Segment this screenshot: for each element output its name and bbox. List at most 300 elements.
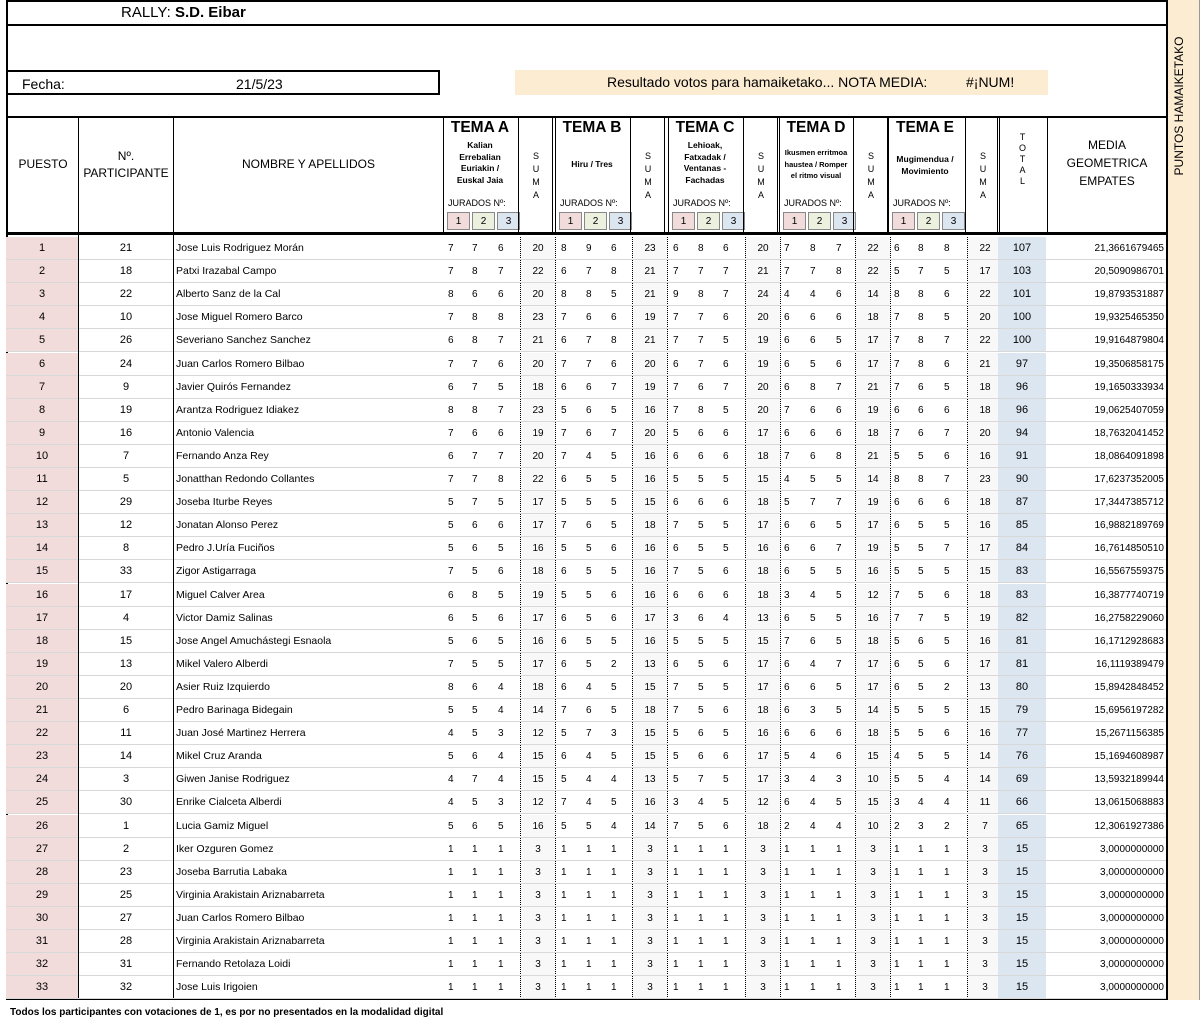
score-cell: 5 — [723, 635, 729, 647]
jurado-3-cell: 3 — [609, 212, 632, 230]
score-cell: 5 — [448, 820, 454, 832]
score-cell: 5 — [918, 658, 924, 670]
score-cell: 6 — [723, 427, 729, 439]
participante-cell: 5 — [122, 473, 130, 485]
score-cell: 5 — [894, 566, 900, 578]
score-cell: 6 — [561, 658, 567, 670]
score-cell: 5 — [784, 497, 790, 509]
score-cell: 7 — [448, 566, 454, 578]
total-cell: 15 — [998, 930, 1046, 953]
tema-divider — [555, 116, 556, 235]
score-cell: 2 — [944, 681, 950, 693]
score-cell: 5 — [894, 728, 900, 740]
suma-header — [530, 150, 542, 202]
score-cell: 1 — [810, 843, 816, 855]
nombre-cell: Jose Miguel Romero Barco — [176, 311, 303, 324]
score-cell: 1 — [944, 959, 950, 971]
suma-cell: 3 — [745, 884, 781, 907]
score-cell: 8 — [810, 381, 816, 393]
score-cell: 6 — [784, 658, 790, 670]
score-cell: 7 — [448, 358, 454, 370]
jurado-1-cell: 1 — [559, 212, 582, 230]
score-cell: 1 — [673, 936, 679, 947]
total-cell: 91 — [998, 445, 1046, 468]
col-np: Nº. — [117, 149, 135, 163]
score-cell: 5 — [810, 566, 816, 578]
row-separator — [6, 998, 1166, 999]
score-cell: 1 — [498, 912, 504, 924]
score-cell: 3 — [498, 797, 504, 809]
score-cell: 1 — [836, 912, 842, 924]
suma-cell: 3 — [855, 838, 891, 861]
nombre-cell: Pedro J.Uría Fuciños — [176, 542, 275, 555]
col-media-3: EMPATES — [1079, 174, 1135, 188]
suma-letter: A — [644, 190, 651, 200]
score-cell: 1 — [611, 959, 617, 971]
suma-cell: 14 — [632, 815, 668, 838]
score-cell: 6 — [586, 427, 592, 439]
score-cell: 5 — [723, 474, 729, 485]
score-cell: 5 — [894, 774, 900, 786]
score-cell: 5 — [472, 728, 478, 740]
score-cell: 1 — [918, 982, 924, 994]
score-cell: 6 — [611, 612, 617, 624]
table-row — [6, 953, 1166, 976]
result-text: Resultado votos para hamaiketako... NOTA MEDIA: — [607, 74, 928, 90]
score-cell: 7 — [673, 566, 679, 578]
media-cell: 15,6956197282 — [1094, 705, 1164, 716]
suma-cell: 11 — [967, 791, 1003, 814]
score-cell: 5 — [918, 751, 924, 763]
puesto-cell: 12 — [6, 491, 78, 514]
puesto-cell: 4 — [6, 306, 78, 329]
puesto-cell: 1 — [6, 237, 78, 260]
nombre-cell: Alberto Sanz de la Cal — [176, 288, 281, 301]
score-cell: 6 — [784, 797, 790, 809]
score-cell: 6 — [472, 820, 478, 832]
score-cell: 5 — [561, 543, 567, 555]
score-cell: 6 — [561, 566, 567, 578]
score-cell: 7 — [472, 450, 478, 462]
score-cell: 1 — [944, 866, 950, 878]
score-cell: 6 — [944, 289, 950, 301]
tema-title: TEMA A — [450, 119, 510, 136]
score-cell: 5 — [894, 635, 900, 647]
suma-cell: 14 — [967, 745, 1003, 768]
score-cell: 5 — [611, 289, 617, 301]
score-cell: 1 — [448, 866, 454, 878]
participante-cell: 19 — [119, 403, 133, 416]
score-cell: 5 — [448, 520, 454, 532]
score-cell: 5 — [894, 450, 900, 462]
suma-cell: 17 — [520, 514, 556, 537]
score-cell: 6 — [586, 312, 592, 324]
score-cell: 9 — [673, 289, 679, 301]
score-cell: 7 — [894, 612, 900, 624]
total-cell: 87 — [998, 491, 1046, 514]
score-cell: 6 — [561, 681, 567, 693]
nombre-cell: Fernando Retolaza Loidi — [176, 958, 291, 971]
table-row — [6, 607, 1166, 630]
table-row — [6, 930, 1166, 953]
nombre-cell: Juan Carlos Romero Bilbao — [176, 911, 305, 924]
score-cell: 1 — [561, 982, 567, 994]
nombre-cell: Mikel Valero Alberdi — [176, 657, 269, 670]
score-cell: 5 — [673, 474, 679, 485]
score-cell: 7 — [836, 381, 842, 393]
suma-cell: 23 — [632, 237, 668, 260]
score-cell: 6 — [836, 404, 842, 416]
score-cell: 1 — [561, 912, 567, 924]
tema-divider — [518, 116, 519, 235]
score-cell: 6 — [472, 543, 478, 555]
score-cell: 5 — [836, 589, 842, 601]
score-cell: 7 — [561, 358, 567, 370]
score-cell: 7 — [836, 543, 842, 555]
tema-divider — [965, 116, 966, 235]
score-cell: 1 — [586, 889, 592, 901]
score-cell: 5 — [836, 612, 842, 624]
score-cell: 7 — [448, 427, 454, 439]
total-cell: 81 — [998, 653, 1046, 676]
tema-subtitle: Kalian — [467, 140, 493, 150]
score-cell: 1 — [944, 912, 950, 924]
score-cell: 5 — [810, 474, 816, 485]
suma-cell: 15 — [967, 699, 1003, 722]
total-cell: 90 — [998, 468, 1046, 491]
score-cell: 1 — [472, 959, 478, 971]
suma-cell: 19 — [632, 376, 668, 399]
score-cell: 8 — [448, 289, 454, 301]
nombre-cell: Antonio Valencia — [176, 426, 255, 439]
table-row — [6, 584, 1166, 607]
score-cell: 1 — [810, 959, 816, 971]
score-cell: 7 — [894, 358, 900, 370]
media-cell: 3,0000000000 — [1100, 866, 1164, 878]
score-cell: 6 — [784, 312, 790, 324]
suma-cell: 3 — [855, 930, 891, 953]
suma-cell: 3 — [967, 907, 1003, 930]
media-cell: 3,0000000000 — [1100, 982, 1164, 994]
tema-divider — [630, 116, 631, 235]
jurado-3-cell: 3 — [942, 212, 965, 230]
score-cell: 5 — [723, 797, 729, 809]
score-cell: 1 — [784, 982, 790, 994]
score-cell: 7 — [673, 266, 679, 278]
suma-cell: 15 — [520, 745, 556, 768]
score-cell: 6 — [894, 658, 900, 670]
score-cell: 1 — [698, 936, 704, 947]
suma-cell: 16 — [967, 514, 1003, 537]
score-cell: 1 — [894, 982, 900, 994]
suma-cell: 23 — [967, 468, 1003, 491]
score-cell: 6 — [894, 497, 900, 509]
suma-letter: A — [757, 190, 764, 200]
score-cell: 5 — [698, 658, 704, 670]
suma-cell: 18 — [855, 422, 891, 445]
suma-cell: 16 — [967, 722, 1003, 745]
score-cell: 7 — [448, 312, 454, 324]
score-cell: 6 — [673, 543, 679, 555]
score-cell: 5 — [944, 266, 950, 278]
suma-cell: 22 — [967, 329, 1003, 352]
media-cell: 16,5567559375 — [1094, 566, 1164, 578]
col-participante: PARTICIPANTE — [83, 166, 169, 180]
score-cell: 7 — [784, 404, 790, 416]
suma-cell: 3 — [632, 838, 668, 861]
total-letter: A — [1019, 165, 1026, 175]
suma-cell: 18 — [520, 376, 556, 399]
score-cell: 6 — [810, 427, 816, 439]
score-cell: 5 — [894, 266, 900, 278]
score-cell: 6 — [784, 566, 790, 578]
score-cell: 7 — [894, 427, 900, 439]
score-cell: 1 — [810, 912, 816, 924]
suma-cell: 13 — [967, 676, 1003, 699]
suma-cell: 14 — [967, 768, 1003, 791]
score-cell: 7 — [784, 635, 790, 647]
score-cell: 7 — [723, 289, 729, 301]
score-cell: 6 — [810, 450, 816, 462]
score-cell: 1 — [723, 982, 729, 994]
suma-cell: 22 — [855, 260, 891, 283]
score-cell: 1 — [836, 889, 842, 901]
media-cell: 3,0000000000 — [1100, 936, 1164, 947]
suma-cell: 3 — [967, 838, 1003, 861]
total-cell: 103 — [998, 260, 1046, 283]
score-cell: 1 — [698, 959, 704, 971]
suma-cell: 14 — [520, 699, 556, 722]
suma-cell: 17 — [745, 745, 781, 768]
score-cell: 5 — [561, 774, 567, 786]
score-cell: 1 — [472, 866, 478, 878]
participante-cell: 24 — [119, 357, 133, 370]
score-cell: 6 — [498, 358, 504, 370]
score-cell: 4 — [810, 797, 816, 809]
score-cell: 6 — [673, 497, 679, 509]
score-cell: 6 — [784, 728, 790, 740]
score-cell: 3 — [836, 774, 842, 786]
score-cell: 1 — [836, 936, 842, 947]
score-cell: 5 — [586, 474, 592, 485]
score-cell: 1 — [784, 912, 790, 924]
score-cell: 8 — [918, 335, 924, 347]
score-cell: 7 — [498, 266, 504, 278]
score-cell: 1 — [611, 982, 617, 994]
score-cell: 5 — [448, 635, 454, 647]
score-cell: 8 — [894, 289, 900, 301]
score-cell: 7 — [673, 381, 679, 393]
tema-divider — [888, 116, 889, 235]
suma-cell: 17 — [745, 653, 781, 676]
score-cell: 6 — [561, 335, 567, 347]
score-cell: 6 — [723, 658, 729, 670]
score-cell: 1 — [561, 866, 567, 878]
score-cell: 1 — [836, 843, 842, 855]
score-cell: 5 — [723, 728, 729, 740]
score-cell: 6 — [586, 404, 592, 416]
participante-cell: 10 — [119, 311, 133, 324]
score-cell: 1 — [586, 982, 592, 994]
score-cell: 7 — [918, 266, 924, 278]
score-cell: 6 — [810, 681, 816, 693]
score-cell: 4 — [498, 705, 504, 716]
participante-cell: 11 — [120, 727, 132, 740]
tema-divider — [664, 116, 665, 235]
score-cell: 5 — [498, 589, 504, 601]
score-cell: 5 — [698, 681, 704, 693]
score-cell: 4 — [698, 797, 704, 809]
score-cell: 7 — [810, 266, 816, 278]
tema-divider — [552, 116, 553, 235]
table-row — [6, 329, 1166, 352]
nombre-cell: Jonatan Alonso Perez — [176, 519, 279, 532]
col-nombre: NOMBRE Y APELLIDOS — [242, 157, 375, 171]
score-cell: 6 — [698, 589, 704, 601]
suma-cell: 17 — [520, 653, 556, 676]
nombre-cell: Juan Carlos Romero Bilbao — [176, 357, 305, 370]
table-row — [6, 514, 1166, 537]
score-cell: 5 — [611, 681, 617, 693]
score-cell: 5 — [448, 543, 454, 555]
suma-cell: 23 — [520, 399, 556, 422]
suma-cell: 20 — [745, 306, 781, 329]
score-cell: 5 — [918, 774, 924, 786]
puesto-cell: 29 — [6, 884, 78, 907]
score-cell: 1 — [673, 982, 679, 994]
score-cell: 6 — [561, 381, 567, 393]
score-cell: 6 — [498, 243, 504, 254]
score-cell: 7 — [472, 243, 478, 254]
score-cell: 1 — [918, 912, 924, 924]
score-cell: 1 — [918, 959, 924, 971]
score-cell: 7 — [894, 312, 900, 324]
score-cell: 8 — [836, 266, 842, 278]
score-cell: 4 — [498, 681, 504, 693]
score-cell: 6 — [784, 543, 790, 555]
suma-cell: 23 — [520, 306, 556, 329]
suma-cell: 13 — [632, 768, 668, 791]
score-cell: 6 — [698, 497, 704, 509]
puesto-cell: 22 — [6, 722, 78, 745]
score-cell: 4 — [586, 774, 592, 786]
suma-cell: 16 — [745, 537, 781, 560]
suma-letter: A — [532, 190, 539, 200]
score-cell: 1 — [673, 912, 679, 924]
score-cell: 1 — [561, 959, 567, 971]
score-cell: 5 — [836, 705, 842, 716]
score-cell: 7 — [673, 335, 679, 347]
tema-divider — [777, 116, 778, 235]
score-cell: 5 — [698, 820, 704, 832]
suma-cell: 3 — [855, 976, 891, 999]
suma-cell: 16 — [632, 630, 668, 653]
score-cell: 5 — [944, 566, 950, 578]
table-row — [6, 260, 1166, 283]
score-cell: 7 — [561, 450, 567, 462]
table-row — [6, 676, 1166, 699]
suma-cell: 20 — [745, 399, 781, 422]
score-cell: 5 — [611, 635, 617, 647]
score-cell: 1 — [472, 936, 478, 947]
suma-cell: 16 — [520, 537, 556, 560]
score-cell: 7 — [561, 705, 567, 716]
suma-letter: S — [532, 151, 539, 161]
media-cell: 3,0000000000 — [1100, 843, 1164, 855]
score-cell: 5 — [836, 797, 842, 809]
suma-letter: U — [757, 164, 765, 174]
score-cell: 7 — [698, 312, 704, 324]
suma-cell: 21 — [745, 260, 781, 283]
suma-cell: 3 — [520, 907, 556, 930]
suma-cell: 16 — [632, 468, 668, 491]
puesto-cell: 13 — [6, 514, 78, 537]
puesto-cell: 2 — [6, 260, 78, 283]
suma-cell: 18 — [745, 815, 781, 838]
score-cell: 5 — [611, 474, 617, 485]
nombre-cell: Asier Ruiz Izquierdo — [176, 680, 270, 693]
score-cell: 5 — [498, 381, 504, 393]
score-cell: 4 — [586, 450, 592, 462]
score-cell: 6 — [918, 404, 924, 416]
score-cell: 6 — [894, 520, 900, 532]
score-cell: 5 — [918, 543, 924, 555]
score-cell: 5 — [448, 751, 454, 763]
suma-cell: 3 — [967, 930, 1003, 953]
suma-cell: 17 — [745, 514, 781, 537]
participante-cell: 6 — [122, 704, 130, 716]
total-cell: 79 — [998, 699, 1046, 722]
score-cell: 1 — [944, 936, 950, 947]
participante-cell: 8 — [122, 542, 130, 555]
score-cell: 6 — [561, 612, 567, 624]
participante-cell: 31 — [119, 958, 133, 971]
suma-cell: 18 — [855, 630, 891, 653]
suma-cell: 3 — [745, 861, 781, 884]
participante-cell: 30 — [119, 796, 133, 809]
participante-cell: 15 — [119, 634, 133, 647]
table-row — [6, 976, 1166, 999]
footer-note: Todos los participantes con votaciones de 1, es por no presentados en la modalidad digital — [10, 1007, 444, 1018]
score-cell: 5 — [698, 543, 704, 555]
score-cell: 6 — [698, 427, 704, 439]
puesto-cell: 19 — [6, 653, 78, 676]
score-cell: 5 — [586, 566, 592, 578]
score-cell: 7 — [472, 497, 478, 509]
score-cell: 1 — [894, 889, 900, 901]
score-cell: 5 — [498, 635, 504, 647]
participante-cell: 18 — [119, 265, 133, 278]
score-cell: 5 — [918, 728, 924, 740]
tema-title: TEMA C — [675, 119, 735, 136]
media-cell: 13,0615068883 — [1094, 797, 1164, 809]
score-cell: 8 — [448, 404, 454, 416]
score-cell: 5 — [673, 751, 679, 763]
suma-cell: 18 — [745, 491, 781, 514]
table-row — [6, 768, 1166, 791]
frame-line — [6, 24, 1166, 26]
suma-cell: 20 — [520, 283, 556, 306]
participante-cell: 28 — [119, 935, 133, 947]
suma-cell: 18 — [967, 376, 1003, 399]
score-cell: 4 — [836, 820, 842, 832]
media-cell: 21,3661679465 — [1094, 243, 1164, 254]
media-cell: 15,2671156385 — [1095, 728, 1164, 740]
suma-cell: 21 — [632, 283, 668, 306]
score-cell: 6 — [448, 612, 454, 624]
score-cell: 6 — [894, 243, 900, 254]
score-cell: 5 — [472, 705, 478, 716]
